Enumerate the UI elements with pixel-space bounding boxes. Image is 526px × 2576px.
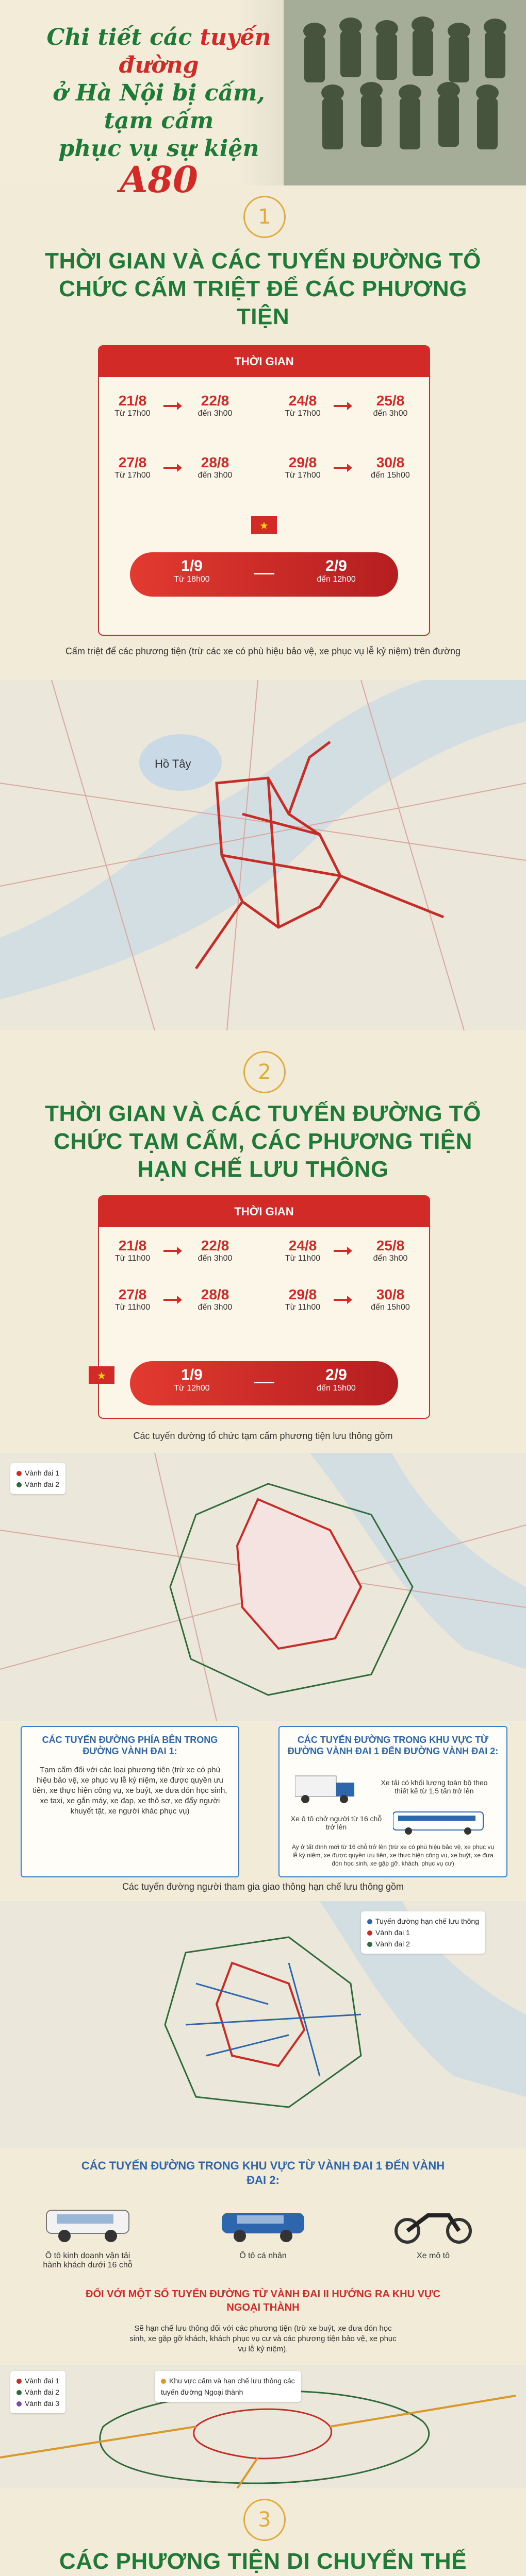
title-line-3: phục vụ sự kiện — [58, 135, 259, 162]
section-3 — [0, 2494, 526, 2576]
title-event: A80 — [120, 158, 198, 201]
hour: Từ 17h00 — [114, 471, 151, 480]
legend-item — [367, 1927, 479, 1938]
pill-start — [140, 557, 243, 584]
section-2b — [0, 1880, 526, 2488]
hour: Từ 18h00 — [174, 575, 210, 584]
date: 27/8 — [118, 1286, 147, 1302]
panel-title: CÁC TUYẾN ĐƯỜNG TRONG KHU VỰC TỪ ĐƯỜNG VÀNH ĐAI 1 ĐẾN ĐƯỜNG VÀNH ĐAI 2: — [287, 1735, 499, 1756]
hour: Từ 17h00 — [114, 409, 151, 418]
event-date-pill — [130, 552, 398, 597]
event-date-pill — [130, 1361, 398, 1405]
panel-text: Tạm cấm đối với các loại phương tiện (trừ xe có phù hiệu bảo vệ, xe phục vụ lễ kỷ niệm, xe được quyền ưu tiên, xe thực hiện công vụ, xe buýt, xe đưa đón học sinh, xe taxi, xe gắn máy, xe đạp, xe thô sơ, xe đẩy người khuyết tật, xe người khác phục vụ) — [32, 1766, 227, 1816]
legend-label: Khu vực cấm và hạn chế lưu thông các tuyến đường Ngoại thành — [161, 2377, 295, 2396]
arrow-icon — [334, 1250, 349, 1252]
date: 22/8 — [201, 1238, 229, 1253]
time-table — [98, 1195, 430, 1419]
map-restricted — [0, 1901, 526, 2148]
legend-label: Vành đai 3 — [25, 2399, 59, 2408]
date: 25/8 — [376, 1238, 405, 1253]
section-1 — [0, 185, 526, 1036]
legend-label: Vành đai 1 — [25, 1469, 59, 1477]
hour: Từ 11h00 — [285, 1254, 321, 1263]
arrow-icon — [163, 1250, 179, 1252]
time-row — [99, 1286, 429, 1333]
title-part: Chi tiết các — [46, 24, 200, 50]
panel-title: CÁC TUYẾN ĐƯỜNG PHÍA BÊN TRONG ĐƯỜNG VÀNH ĐAI 1: — [42, 1735, 218, 1756]
time-cell — [187, 1238, 243, 1263]
hour: đến 3h00 — [198, 1254, 233, 1263]
date: 21/8 — [118, 393, 147, 409]
page-title — [25, 24, 293, 201]
arrow-icon — [334, 405, 349, 407]
section-number: 1 — [243, 196, 286, 238]
time-cell — [187, 454, 243, 480]
section-caption: Cấm triệt để các phương tiện (trừ các xe có phù hiệu bảo vệ, xe phục vụ lễ kỷ niệm) trên đường — [65, 646, 461, 656]
time-table-header: THỜI GIAN — [99, 1196, 429, 1227]
pill-end — [285, 1366, 388, 1393]
title-highlight: tuyến đường — [119, 24, 271, 78]
section-caption: Các tuyến đường tổ chức tạm cấm phương tiện lưu thông gồm — [133, 1431, 393, 1441]
date: 25/8 — [376, 393, 405, 409]
hour: đến 3h00 — [373, 409, 408, 418]
hour: đến 3h00 — [198, 471, 233, 480]
legend-label: Tuyến đường hạn chế lưu thông — [375, 1917, 479, 1925]
date: 2/9 — [325, 557, 347, 574]
time-cell — [104, 454, 161, 480]
note-text: Sẽ hạn chế lưu thông đối với các phương tiện (trừ xe buýt, xe đưa đón học sinh, xe gặp gỡ khách, khách phục vụ cư và các phương tiện bảo vệ, xe phục vụ lễ kỷ niệm). — [129, 2324, 397, 2353]
vehicle-label: Xe mô tô — [416, 2251, 450, 2260]
hour: đến 12h00 — [317, 575, 356, 584]
time-cell — [274, 1286, 331, 1312]
legend-item — [17, 2398, 59, 2409]
hour: Từ 12h00 — [174, 1384, 210, 1393]
bus-label: Xe ô tô chở người từ 16 chỗ trở lên — [290, 1815, 382, 1831]
time-cell — [187, 393, 243, 418]
hour: Từ 11h00 — [114, 1254, 151, 1263]
hour: đến 3h00 — [198, 409, 233, 418]
date: 22/8 — [201, 393, 229, 409]
time-cell — [274, 454, 331, 480]
hour: đến 15h00 — [371, 1303, 410, 1312]
legend-label: Vành đai 1 — [25, 2377, 59, 2385]
vehicle-label: Ô tô kinh doanh vận tải hành khách dưới 16 chỗ — [43, 2251, 133, 2269]
map-legend — [10, 2371, 65, 2413]
time-cell — [104, 393, 161, 418]
map-legend — [10, 1463, 65, 1494]
legend-label: Vành đai 1 — [375, 1928, 410, 1937]
arrow-icon — [163, 1299, 179, 1301]
arrow-icon — [334, 1299, 349, 1301]
arrow-icon — [163, 467, 179, 469]
time-cell — [362, 1286, 419, 1312]
time-cell — [104, 1286, 161, 1312]
suv-icon — [217, 2200, 309, 2246]
title-line-2: ở Hà Nội bị cấm, tạm cấm — [53, 80, 265, 134]
time-row — [99, 454, 429, 501]
time-cell — [187, 1286, 243, 1312]
arrow-icon — [254, 1382, 274, 1383]
panel-inside-ring1 — [21, 1726, 239, 1877]
vietnam-flag-icon: ★ — [251, 516, 277, 534]
legend-item — [17, 2375, 59, 2386]
date: 28/8 — [201, 1286, 229, 1302]
pill-start — [140, 1366, 243, 1393]
time-cell — [362, 1238, 419, 1263]
map-outer — [0, 2365, 526, 2488]
time-row — [99, 393, 429, 439]
section-caption: Các tuyến đường người tham gia giao thông hạn chế lưu thông gồm — [122, 1882, 404, 1892]
hour: Từ 11h00 — [285, 1303, 321, 1312]
legend-label: Vành đai 2 — [375, 1940, 410, 1948]
hour: Từ 17h00 — [285, 409, 321, 418]
hour: Từ 17h00 — [285, 471, 321, 480]
date: 29/8 — [288, 1286, 317, 1302]
date: 24/8 — [288, 393, 317, 409]
time-table-header: THỜI GIAN — [99, 346, 429, 377]
time-cell — [274, 393, 331, 418]
arrow-icon — [163, 405, 179, 407]
map-label-ho-tay: Hồ Tây — [155, 757, 191, 770]
car-icon — [41, 2200, 134, 2246]
date: 1/9 — [181, 557, 203, 574]
hour: đến 3h00 — [198, 1303, 233, 1312]
subsection-title: CÁC TUYẾN ĐƯỜNG TRONG KHU VỰC TỪ VÀNH ĐAI 1 ĐẾN VÀNH ĐAI 2: — [81, 2159, 445, 2187]
legend-item — [367, 1916, 479, 1927]
section-title: THỜI GIAN VÀ CÁC TUYẾN ĐƯỜNG TỔ CHỨC CẤM TRIỆT ĐỂ CÁC PHƯƠNG TIỆN — [45, 248, 481, 329]
motorbike-icon — [387, 2200, 480, 2246]
map-section-2 — [0, 1453, 526, 1721]
date: 30/8 — [376, 1286, 405, 1302]
vehicle-label: Ô tô cá nhân — [239, 2251, 287, 2260]
time-cell — [104, 1238, 161, 1263]
time-cell — [362, 454, 419, 480]
legend-item — [17, 1467, 59, 1479]
section-title: THỜI GIAN VÀ CÁC TUYẾN ĐƯỜNG TỔ CHỨC TẠM CẤM, CÁC PHƯƠNG TIỆN HẠN CHẾ LƯU THÔNG — [45, 1101, 481, 1182]
date: 24/8 — [288, 1238, 317, 1253]
map-legend — [361, 1911, 485, 1954]
arrow-icon — [254, 573, 274, 574]
pill-end — [285, 557, 388, 584]
date: 28/8 — [201, 454, 229, 470]
section-number: 3 — [243, 2499, 286, 2541]
arrow-icon — [334, 467, 349, 469]
hour: đến 3h00 — [373, 1254, 408, 1263]
soldiers-image — [284, 0, 526, 185]
bus-icon — [393, 1809, 486, 1835]
legend-label: Vành đai 2 — [25, 1480, 59, 1488]
truck-icon — [295, 1773, 357, 1804]
map-legend-area — [155, 2371, 301, 2402]
hero-banner — [0, 0, 526, 201]
date: 21/8 — [118, 1238, 147, 1253]
date: 29/8 — [288, 454, 317, 470]
panel-ring1-ring2 — [278, 1726, 507, 1877]
legend-item — [17, 1479, 59, 1490]
vietnam-flag-icon: ★ — [89, 1366, 114, 1384]
map-section-1 — [0, 680, 526, 1030]
time-row — [99, 1238, 429, 1284]
legend-item — [17, 2386, 59, 2398]
legend-label: Vành đai 2 — [25, 2388, 59, 2396]
hour: Từ 11h00 — [114, 1303, 151, 1312]
date: 27/8 — [118, 454, 147, 470]
hour: đến 15h00 — [317, 1384, 356, 1393]
time-cell — [274, 1238, 331, 1263]
section-title: CÁC PHƯƠNG TIỆN DI CHUYỂN THẾ — [59, 2549, 467, 2574]
date: 30/8 — [376, 454, 405, 470]
section-2 — [0, 1041, 526, 1875]
truck-label: Xe tải có khối lượng toàn bộ theo thiết kế từ 1,5 tấn trở lên — [381, 1778, 488, 1795]
time-cell — [362, 393, 419, 418]
subsection-title: ĐỐI VỚI MỘT SỐ TUYẾN ĐƯỜNG TỪ VÀNH ĐAI II HƯỚNG RA KHU VỰC NGOẠI THÀNH — [86, 2289, 440, 2313]
section-number: 2 — [243, 1051, 286, 1093]
date: 1/9 — [181, 1366, 203, 1383]
hour: đến 15h00 — [371, 471, 410, 480]
legend-item — [367, 1938, 479, 1950]
vehicle-row — [26, 2200, 500, 2282]
time-table — [98, 345, 430, 636]
panel-text: Ay ở tất đình mới từ 16 chỗ trở lên (trừ xe có phù hiệu bảo vệ, xe phục vụ lễ kỷ niệm, xe được quyền ưu tiên, xe thực hiện công vụ, xe buýt, xe đưa đón học sinh, xe gặp gỡ, khách, phục vụ cư) — [291, 1843, 495, 1867]
date: 2/9 — [325, 1366, 347, 1383]
